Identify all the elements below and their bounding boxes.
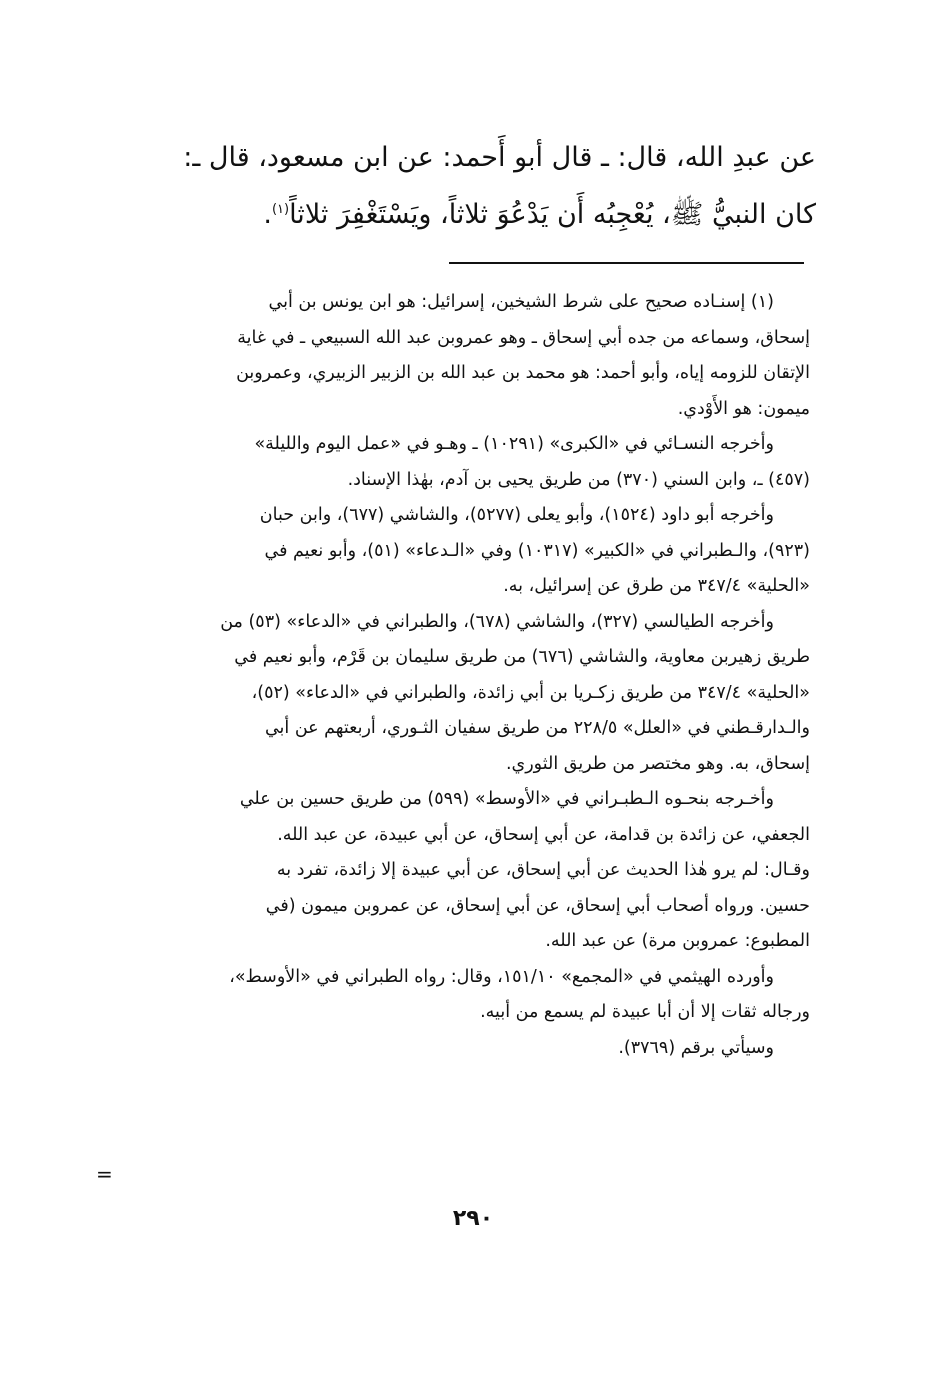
footnote-line: وأخـرجه بنحـوه الـطبـراني في «الأوسط» (٥٩٩) من طريق حسين بن علي [239,789,774,809]
footnote-line: (٤٥٧) ـ، وابن السني (٣٧٠) من طريق يحيى بن آدم، بهٰذا الإسناد. [347,469,810,490]
page-number: ٢٩٠ [452,1206,494,1231]
footnote-line: وقـال: لم يرو هٰذا الحديث عن أبي إسحاق، عن أبي عبيدة إلا زائدة، تفرد به [276,860,810,880]
footnotes [106,285,810,1066]
footnote-line: الإتقان للزومه إياه، وأبو أحمد: هو محمد بن عبد الله بن الزبير الزبيري، وعمروبن [236,363,810,383]
footnote-line: وأخرجه أبو داود (١٥٢٤)، وأبو يعلى (٥٢٧٧)، والشاشي (٦٧٧)، وابن حبان [259,505,774,525]
footnote-line: ورجاله ثقات إلا أن أبا عبيدة لم يسمع من أبيه. [480,1002,810,1022]
footnote-separator-rule [449,262,804,264]
footnote-line: وأخرجه النسـائي في «الكبرى» (١٠٢٩١) ـ وهـو في «عمل اليوم والليلة» [254,434,774,454]
main-text-line-2-end: . [263,199,272,230]
footnote-line: وأخرجه الطيالسي (٣٢٧)، والشاشي (٦٧٨)، والطبراني في «الدعاء» (٥٣) من [220,611,774,632]
footnote-line: والـدارقـطني في «العلل» ٢٢٨/٥ من طريق سفيان الثـوري، أربعتهم عن أبي [264,718,810,738]
footnote-line: الجعفي، عن زائدة بن قدامة، عن أبي إسحاق، عن أبي عبيدة، عن عبد الله. [277,824,810,845]
footnote-line: إسحاق، وسماعه من جده أبي إسحاق ـ وهو عمروبن عبد الله السبيعي ـ في غاية [237,327,810,348]
footnote-line: المطبوع: عمروبن مرة) عن عبد الله. [545,931,810,951]
footnote-line: (١) إسنـاده صحيح على شرط الشيخين، إسرائيل: هو ابن يونس بن أبي [268,292,774,312]
footnote-reference: (١) [271,202,290,217]
main-text [140,132,816,241]
footnote-line: طريق زهيربن معاوية، والشاشي (٦٧٦) من طريق سليمان بن قَرْم، وأبو نعيم في [234,647,810,667]
main-text-line-1: عن عبدِ الله، قال: ـ قال أبو أَحمد: عن ابن مسعود، قال ـ: [183,142,816,173]
footnote-line: ميمون: هو الأَوْدي. [677,398,810,419]
continuation-mark: = [96,1162,113,1186]
footnote-line: (٩٢٣)، والـطبراني في «الكبير» (١٠٣١٧) وفي «الـدعاء» (٥١)، وأبو نعيم في [264,540,810,561]
footnote-line: إسحاق، به. وهو مختصر من طريق الثوري. [505,753,810,774]
footnote-line: «الحلية» ٣٤٧/٤ من طريق زكـريا بن أبي زائدة، والطبراني في «الدعاء» (٥٢)، [251,682,810,703]
main-text-line-2 [140,184,816,241]
footnote-line: وسيأتي برقم (٣٧٦٩). [618,1037,774,1058]
footnote-line: وأورده الهيثمي في «المجمع» ١٥١/١٠، وقال: رواه الطبراني في «الأوسط»، [229,966,774,987]
footnote-line: حسين. ورواه أصحاب أبي إسحاق، عن أبي إسحاق، عن عمروبن ميمون (في [265,895,810,916]
main-text-line-2-body: كان النبيُّ ﷺ، يُعْجِبُه أَن يَدْعُوَ ثلاثاً، ويَسْتَغْفِرَ ثلاثاً [289,199,816,230]
footnote-line: «الحلية» ٣٤٧/٤ من طرق عن إسرائيل، به. [503,576,810,596]
